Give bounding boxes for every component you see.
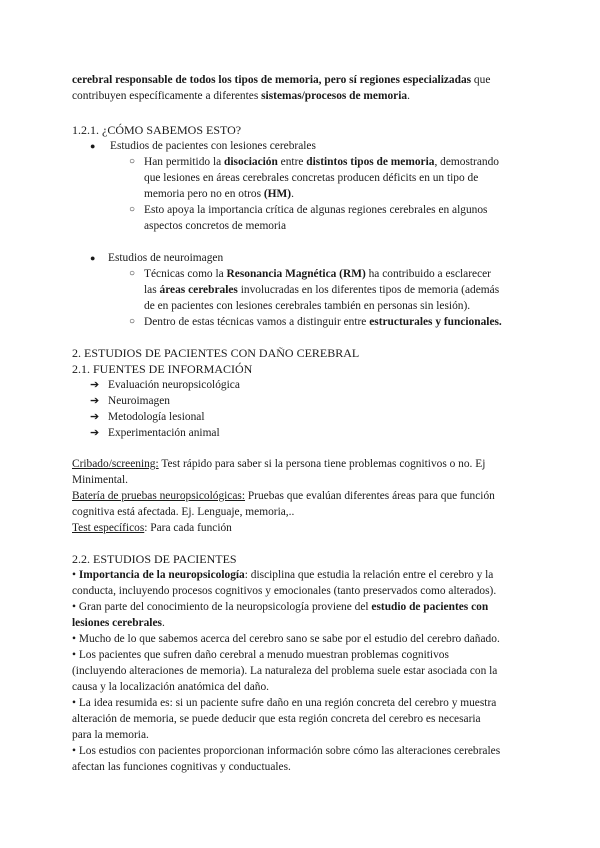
def-bateria-line-2: cognitiva está afectada. Ej. Lenguaje, memoria,.. xyxy=(72,506,295,518)
para-estudios-line-2: afectan las funciones cognitivas y conductuales. xyxy=(72,761,291,773)
bold-span: áreas cerebrales xyxy=(159,284,238,296)
sub-bullet-icon: ○ xyxy=(129,268,136,279)
sub-rm-line-1 xyxy=(144,266,491,282)
bold-span: estudio de pacientes con xyxy=(371,601,489,613)
sub-rm-line-2 xyxy=(144,282,499,298)
list-item: Experimentación animal xyxy=(108,427,220,439)
para-importancia-line-2: conducta, incluyendo procesos cognitivos y emocionales (tanto preservados como alterados). xyxy=(72,585,497,597)
text-span: involucradas en los diferentes tipos de memoria (además xyxy=(237,284,500,296)
arrow-icon: ➔ xyxy=(90,411,100,423)
text-span: memoria pero no en otros xyxy=(144,188,264,200)
text-span: Han permitido la xyxy=(144,156,225,168)
sub-rm-line-3: de en pacientes con lesiones cerebrales también en personas sin lesión). xyxy=(144,300,471,312)
def-test-line xyxy=(72,520,232,536)
text-span: Técnicas como la xyxy=(144,268,227,280)
bold-span: distintos tipos de memoria xyxy=(306,156,435,168)
intro-text-1: que xyxy=(471,74,491,86)
def-cribado-line-2: Minimental. xyxy=(72,474,128,486)
para-idea-line-2: alteración de memoria, se puede deducir que esta región concreta del cerebro es necesaria xyxy=(72,713,481,725)
def-cribado-text: Test rápido para saber si la persona tiene problemas cognitivos o no. Ej xyxy=(158,458,486,470)
list-item: Evaluación neuropsicológica xyxy=(108,379,240,391)
sub-apoya-line-1: Esto apoya la importancia crítica de algunas regiones cerebrales en algunos xyxy=(144,204,488,216)
para-sano: • Mucho de lo que sabemos acerca del cerebro sano se sabe por el estudio del cerebro dañado. xyxy=(72,633,500,645)
sub-apoya-line-2: aspectos concretos de memoria xyxy=(144,220,287,232)
bold-span: (HM) xyxy=(263,188,292,200)
text-span: ha contribuido a esclarecer xyxy=(365,268,491,280)
section-heading-121: 1.2.1. ¿CÓMO SABEMOS ESTO? xyxy=(72,123,242,137)
bold-span: estructurales y funcionales. xyxy=(369,316,502,328)
section-heading-2: 2. ESTUDIOS DE PACIENTES CON DAÑO CEREBRAL xyxy=(72,346,360,360)
sub-disociacion-line-3 xyxy=(144,186,294,202)
text-span: . xyxy=(291,188,294,200)
para-idea-line-3: para la memoria. xyxy=(72,729,149,741)
sub-disociacion-line-1 xyxy=(144,154,499,170)
para-conocimiento-line-2 xyxy=(72,615,165,631)
bullet-mark: • xyxy=(72,569,79,581)
intro-bold-2: sistemas/procesos de memoria xyxy=(261,90,408,102)
para-pacientes-line-2: (incluyendo alteraciones de memoria). La naturaleza del problema suele estar asociada con la xyxy=(72,665,498,677)
arrow-icon: ➔ xyxy=(90,379,100,391)
arrow-icon: ➔ xyxy=(90,395,100,407)
list-item: Metodología lesional xyxy=(108,411,205,423)
intro-line-2 xyxy=(72,88,410,104)
section-heading-22: 2.2. ESTUDIOS DE PACIENTES xyxy=(72,552,237,566)
bullet-lesiones: Estudios de pacientes con lesiones cerebrales xyxy=(110,140,316,152)
section-heading-21: 2.1. FUENTES DE INFORMACIÓN xyxy=(72,362,253,376)
intro-line-1 xyxy=(72,72,490,88)
bold-span: lesiones cerebrales xyxy=(72,617,162,629)
def-cribado-label: Cribado/screening: xyxy=(72,458,159,470)
sub-bullet-icon: ○ xyxy=(129,316,136,327)
sub-bullet-icon: ○ xyxy=(129,156,136,167)
text-span: : disciplina que estudia la relación entre el cerebro y la xyxy=(244,569,494,581)
text-span: . xyxy=(161,617,165,629)
text-span: las xyxy=(144,284,160,296)
intro-text-2: contribuyen específicamente a diferentes xyxy=(72,90,262,102)
bullet-neuroimagen: Estudios de neuroimagen xyxy=(108,252,224,264)
sub-disociacion-line-2: que lesiones en áreas cerebrales concretas producen déficits en un tipo de xyxy=(144,172,479,184)
para-pacientes-line-1: • Los pacientes que sufren daño cerebral a menudo muestran problemas cognitivos xyxy=(72,649,449,661)
def-cribado-line-1 xyxy=(72,456,485,472)
def-test-label: Test específicos xyxy=(72,522,145,534)
text-span: • Gran parte del conocimiento de la neuropsicología proviene del xyxy=(72,601,372,613)
list-item: Neuroimagen xyxy=(108,395,170,407)
text-span: entre xyxy=(277,156,307,168)
para-pacientes-line-3: causa y la localización anatómica del daño. xyxy=(72,681,270,693)
sub-bullet-icon: ○ xyxy=(129,204,136,215)
bullet-icon: ● xyxy=(90,253,96,263)
def-bateria-text: Pruebas que evalúan diferentes áreas para que función xyxy=(245,490,495,502)
intro-text-3: . xyxy=(407,90,410,102)
bullet-icon: ● xyxy=(90,141,96,151)
para-estudios-line-1: • Los estudios con pacientes proporcionan información sobre cómo las alteraciones cerebrales xyxy=(72,745,501,757)
para-importancia-line-1 xyxy=(72,567,493,583)
intro-bold-1: cerebral responsable de todos los tipos de memoria, pero sí regiones especializadas xyxy=(72,74,472,86)
para-idea-line-1: • La idea resumida es: si un paciente sufre daño en una región concreta del cerebro y muestra xyxy=(72,697,497,709)
bold-span: Resonancia Magnética (RM) xyxy=(226,268,366,280)
text-span: , demostrando xyxy=(434,156,499,168)
arrow-icon: ➔ xyxy=(90,427,100,439)
def-bateria-line-1 xyxy=(72,488,495,504)
bold-span: Importancia de la neuropsicología xyxy=(78,569,245,581)
para-conocimiento-line-1 xyxy=(72,599,488,615)
sub-tecnicas-line xyxy=(144,314,502,330)
def-test-text: : Para cada función xyxy=(144,522,232,534)
text-span: Dentro de estas técnicas vamos a distinguir entre xyxy=(144,316,370,328)
def-bateria-label: Batería de pruebas neuropsicológicas: xyxy=(72,490,246,502)
bold-span: disociación xyxy=(224,156,278,168)
